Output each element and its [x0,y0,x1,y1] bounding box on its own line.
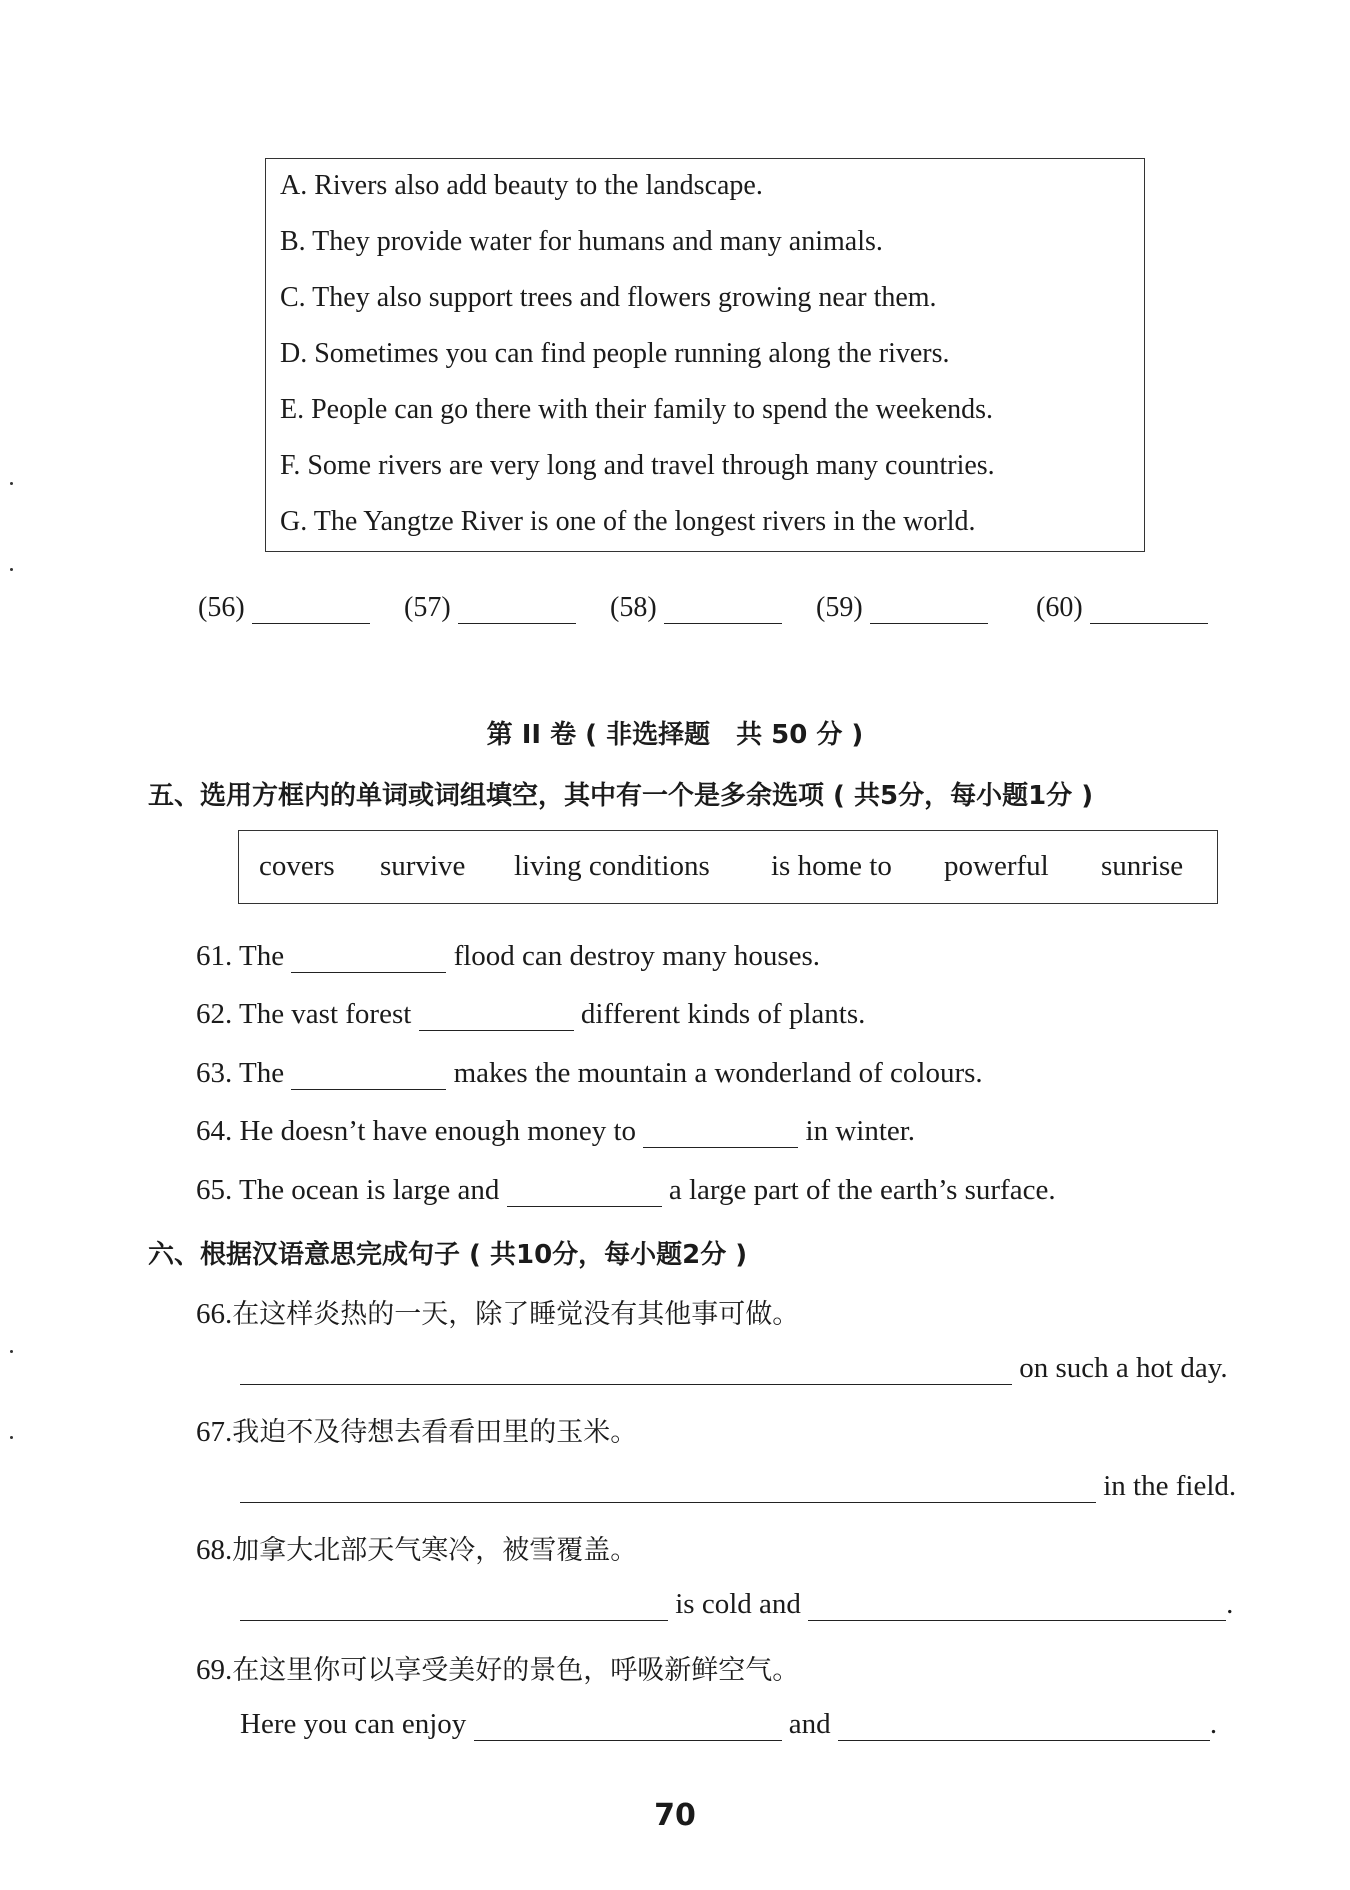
word-bank-item: is home to [771,850,892,882]
question-68: 68.加拿大北部天气寒冷，被雪覆盖。 [196,1534,638,1566]
answer-blank-59[interactable]: (59) [816,592,988,624]
answer-blank[interactable] [808,1588,1226,1621]
scan-speck [10,1436,13,1439]
scan-speck [10,568,13,571]
answer-blank[interactable] [838,1708,1210,1741]
answer-line-66: on such a hot day. [240,1352,1228,1385]
answer-line-68: is cold and . [240,1588,1233,1621]
section5-title: 五、选用方框内的单词或词组填空，其中有一个是多余选项 ( 共5分，每小题1分 ) [148,781,1094,811]
answer-blank[interactable] [291,1059,446,1090]
question-63: 63. The makes the mountain a wonderland of colours. [196,1057,983,1089]
question-69: 69.在这里你可以享受美好的景色，呼吸新鲜空气。 [196,1654,800,1686]
answer-blank[interactable] [240,1352,1012,1385]
question-67: 67.我迫不及待想去看看田里的玉米。 [196,1416,638,1448]
answer-blank-56[interactable]: (56) [198,592,370,624]
answer-line-69: Here you can enjoy and . [240,1708,1218,1740]
word-bank-item: survive [380,850,466,882]
options-box [265,158,1145,552]
answer-blank[interactable] [643,1117,798,1148]
answer-blank[interactable] [291,942,446,973]
question-62: 62. The vast forest different kinds of plants. [196,998,866,1030]
page-number: 70 [654,1798,696,1833]
answer-blank-60[interactable]: (60) [1036,592,1208,624]
answer-blank[interactable] [240,1588,668,1621]
option-a: A. Rivers also add beauty to the landscape. [280,170,763,201]
part2-title: 第 II 卷 ( 非选择题 共 50 分 ) [486,720,864,750]
answer-blank[interactable] [474,1708,782,1741]
answer-blank-58[interactable]: (58) [610,592,782,624]
answer-line-67: in the field. [240,1470,1236,1503]
scan-speck [10,1350,13,1353]
answer-blank-57[interactable]: (57) [404,592,576,624]
answer-blank[interactable] [240,1470,1096,1503]
word-bank-item: covers [259,850,335,882]
option-f: F. Some rivers are very long and travel through many countries. [280,450,995,481]
scan-speck [10,482,13,485]
option-g: G. The Yangtze River is one of the longest rivers in the world. [280,506,976,537]
option-e: E. People can go there with their family to spend the weekends. [280,394,994,425]
question-66: 66.在这样炎热的一天，除了睡觉没有其他事可做。 [196,1298,800,1330]
question-64: 64. He doesn’t have enough money to in winter. [196,1115,916,1147]
word-bank [238,830,1218,904]
word-bank-item: powerful [944,850,1049,882]
question-61: 61. The flood can destroy many houses. [196,940,821,972]
option-b: B. They provide water for humans and many animals. [280,226,883,257]
answer-blank[interactable] [507,1176,662,1207]
section6-title: 六、根据汉语意思完成句子 ( 共10分，每小题2分 ) [148,1240,748,1270]
word-bank-item: sunrise [1101,850,1184,882]
word-bank-item: living conditions [514,850,710,882]
option-c: C. They also support trees and flowers growing near them. [280,282,937,313]
option-d: D. Sometimes you can find people running along the rivers. [280,338,950,369]
question-65: 65. The ocean is large and a large part of the earth’s surface. [196,1174,1056,1206]
answer-blank[interactable] [419,1000,574,1031]
